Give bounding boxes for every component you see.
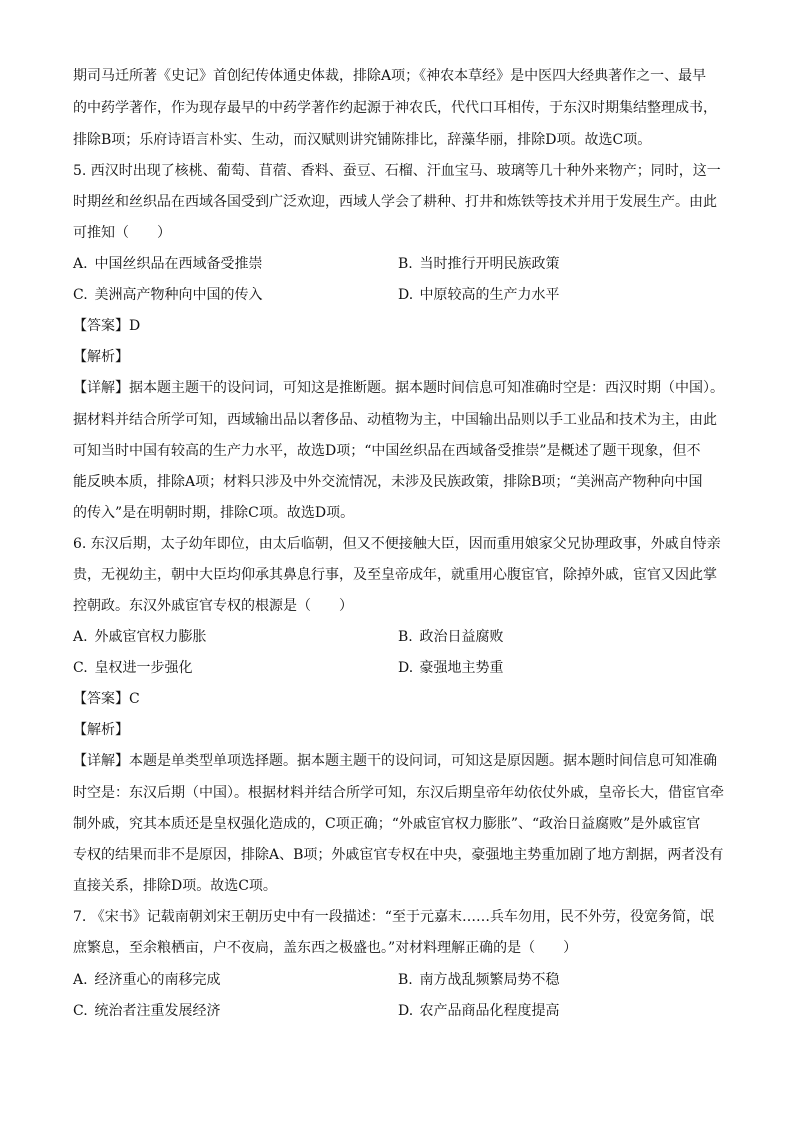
q5-detail-line: 据材料并结合所学可知，西域输出品以奢侈品、动植物为主，中国输出品则以手工业品和技术为主，由此 (73, 412, 717, 428)
q5-stem-line: 可推知（ ） (73, 225, 171, 241)
q6-detail-line: 专权的结果而非不是原因，排除A、B项；外戚宦官专权在中央，豪强地主势重加剧了地方割据，两者没有 (73, 847, 724, 863)
q7-option-c: C. 统治者注重发展经济 (73, 1003, 221, 1019)
q6-option-b: B. 政治日益腐败 (398, 629, 504, 645)
q6-detail-line: 制外戚，究其本质还是皇权强化造成的，C项正确；“外戚宦官权力膨胀”、“政治日益腐败”是外戚宦官 (73, 816, 701, 832)
intro-line: 的中药学著作，作为现存最早的中药学著作约起源于神农氏，代代口耳相传，于东汉时期集结整理成书， (73, 100, 717, 116)
q7-option-b: B. 南方战乱频繁局势不稳 (398, 972, 560, 988)
q6-detail-line: 直接关系，排除D项。故选C项。 (73, 878, 277, 894)
q6-option-a: A. 外戚宦官权力膨胀 (73, 629, 207, 645)
intro-line: 期司马迁所著《史记》首创纪传体通史体裁，排除A项；《神农本草经》是中医四大经典著作之一、最早 (73, 68, 707, 84)
q5-stem-line: 时期丝和丝织品在西域各国受到广泛欢迎，西域人学会了耕种、打井和炼铁等技术并用于发展生产。由此 (73, 194, 717, 210)
q6-option-c: C. 皇权进一步强化 (73, 660, 193, 676)
q6-answer: 【答案】C (73, 691, 140, 707)
intro-line: 排除B项；乐府诗语言朴实、生动，而汉赋则讲究铺陈排比，辞藻华丽，排除D项。故选C项。 (73, 132, 652, 148)
q6-stem-line: 6. 东汉后期，太子幼年即位，由太后临朝，但又不便接触大臣，因而重用娘家父兄协理政事，外戚自恃亲 (73, 536, 721, 552)
q5-option-a: A. 中国丝织品在西域备受推崇 (73, 256, 263, 272)
q7-option-d: D. 农产品商品化程度提高 (398, 1003, 560, 1019)
q6-detail-line: 时空是：东汉后期（中国）。根据材料并结合所学可知，东汉后期皇帝年幼依仗外戚，皇帝长大，借宦官牵 (73, 785, 724, 801)
q5-stem-line: 5. 西汉时出现了核桃、葡萄、苜蓿、香料、蚕豆、石榴、汗血宝马、玻璃等几十种外来物产；同时，这一 (73, 163, 721, 179)
q5-option-d: D. 中原较高的生产力水平 (398, 287, 560, 303)
q5-answer: 【答案】D (73, 318, 141, 334)
q5-detail-line: 的传入”是在明朝时期，排除C项。故选D项。 (73, 505, 355, 521)
q5-detail-line: 【详解】据本题主题干的设问词，可知这是推断题。据本题时间信息可知准确时空是：西汉时期（中国）。 (73, 380, 724, 396)
q7-stem-line: 7. 《宋书》记载南朝刘宋王朝历史中有一段描述：“至于元嘉末……兵车勿用，民不外劳，役宽务简，氓 (73, 909, 714, 925)
q6-stem-line: 控朝政。东汉外戚宦官专权的根源是（ ） (73, 598, 353, 614)
q6-detail-line: 【详解】本题是单类型单项选择题。据本题主题干的设问词，可知这是原因题。据本题时间信息可知准确 (73, 753, 717, 769)
q6-analysis-heading: 【解析】 (73, 722, 129, 738)
q5-option-b: B. 当时推行开明民族政策 (398, 256, 560, 272)
q5-detail-line: 可知当时中国有较高的生产力水平，故选D项；“中国丝织品在西域备受推崇”是概述了题干现象，但不 (73, 443, 701, 459)
q7-stem-line: 庶繁息，至余粮栖亩，户不夜扃，盖东西之极盛也。”对材料理解正确的是（ ） (73, 940, 578, 956)
q7-option-a: A. 经济重心的南移完成 (73, 972, 221, 988)
q6-option-d: D. 豪强地主势重 (398, 660, 504, 676)
q5-analysis-heading: 【解析】 (73, 349, 129, 365)
q6-stem-line: 贵，无视幼主，朝中大臣均仰承其鼻息行事，及至皇帝成年，就重用心腹宦官，除掉外戚，宦官又因此掌 (73, 567, 717, 583)
q5-detail-line: 能反映本质，排除A项；材料只涉及中外交流情况，未涉及民族政策，排除B项；“美洲高产物种向中国 (73, 474, 703, 490)
q5-option-c: C. 美洲高产物种向中国的传入 (73, 287, 263, 303)
